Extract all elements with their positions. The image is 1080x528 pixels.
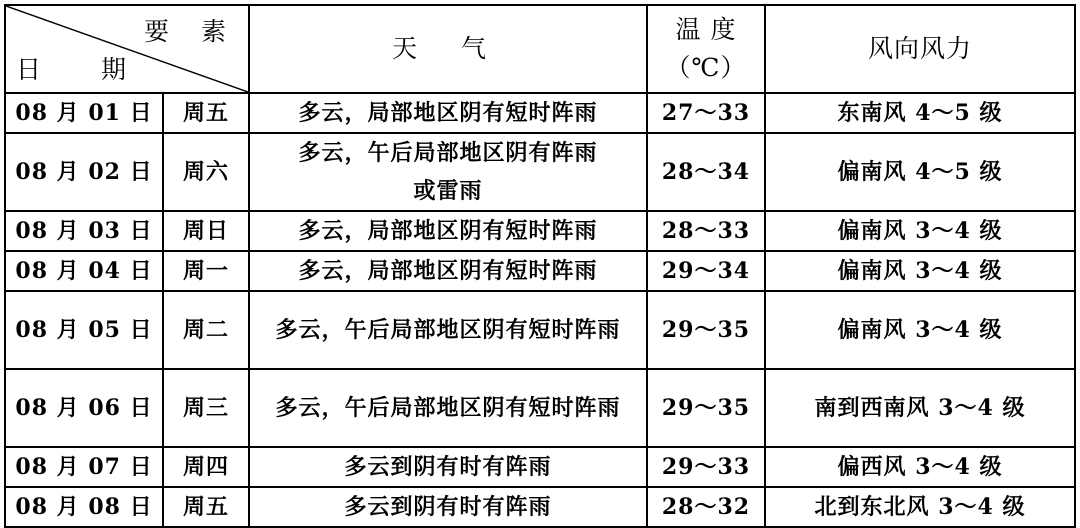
weather-cell: 多云，午后局部地区阴有短时阵雨: [249, 369, 647, 447]
wind-cell: 偏南风 3～4 级: [765, 211, 1075, 251]
wind-cell: 北到东北风 3～4 级: [765, 487, 1075, 527]
weekday-cell: 周四: [163, 447, 249, 487]
date-cell: 08 月 02 日: [5, 133, 163, 211]
wind-cell: 偏西风 3～4 级: [765, 447, 1075, 487]
weather-cell: 多云，午后局部地区阴有阵雨或雷雨: [249, 133, 647, 211]
table-row: [5, 211, 1075, 251]
temperature-cell: 29～33: [647, 447, 765, 487]
header-temperature-unit: （℃）: [665, 53, 747, 82]
weather-cell: 多云到阴有时有阵雨: [249, 447, 647, 487]
date-cell: 08 月 08 日: [5, 487, 163, 527]
temperature-cell: 28～32: [647, 487, 765, 527]
corner-header-cell: [5, 5, 249, 93]
date-cell: 08 月 01 日: [5, 93, 163, 133]
wind-cell: 偏南风 3～4 级: [765, 291, 1075, 369]
wind-cell: 偏南风 3～4 级: [765, 251, 1075, 291]
temperature-cell: 29～34: [647, 251, 765, 291]
weather-cell: 多云，午后局部地区阴有短时阵雨: [249, 291, 647, 369]
table-row: [5, 251, 1075, 291]
weather-forecast-table: [4, 4, 1076, 528]
date-cell: 08 月 07 日: [5, 447, 163, 487]
weekday-cell: 周五: [163, 93, 249, 133]
weekday-cell: 周五: [163, 487, 249, 527]
header-row: [5, 5, 1075, 93]
corner-label-date: 日 期: [16, 55, 152, 84]
table-row: [5, 133, 1075, 211]
weekday-cell: 周二: [163, 291, 249, 369]
wind-cell: 东南风 4～5 级: [765, 93, 1075, 133]
table-row: [5, 369, 1075, 447]
weekday-cell: 周日: [163, 211, 249, 251]
temperature-cell: 28～33: [647, 211, 765, 251]
date-cell: 08 月 06 日: [5, 369, 163, 447]
weekday-cell: 周一: [163, 251, 249, 291]
header-temperature: [647, 5, 765, 93]
wind-cell: 偏南风 4～5 级: [765, 133, 1075, 211]
table-row: [5, 447, 1075, 487]
weekday-cell: 周三: [163, 369, 249, 447]
weekday-cell: 周六: [163, 133, 249, 211]
date-cell: 08 月 05 日: [5, 291, 163, 369]
table-row: [5, 93, 1075, 133]
weather-cell: 多云到阴有时有阵雨: [249, 487, 647, 527]
header-wind: 风向风力: [765, 5, 1075, 93]
weather-cell: 多云，局部地区阴有短时阵雨: [249, 211, 647, 251]
weather-cell: 多云，局部地区阴有短时阵雨: [249, 93, 647, 133]
temperature-cell: 29～35: [647, 369, 765, 447]
table-row: [5, 291, 1075, 369]
temperature-cell: 28～34: [647, 133, 765, 211]
header-temperature-label: 温 度: [675, 15, 737, 44]
date-cell: 08 月 03 日: [5, 211, 163, 251]
date-cell: 08 月 04 日: [5, 251, 163, 291]
wind-cell: 南到西南风 3～4 级: [765, 369, 1075, 447]
temperature-cell: 27～33: [647, 93, 765, 133]
table-row: [5, 487, 1075, 527]
header-weather: 天 气: [249, 5, 647, 93]
weather-cell: 多云，局部地区阴有短时阵雨: [249, 251, 647, 291]
corner-label-elements: 要 素: [144, 17, 238, 46]
temperature-cell: 29～35: [647, 291, 765, 369]
